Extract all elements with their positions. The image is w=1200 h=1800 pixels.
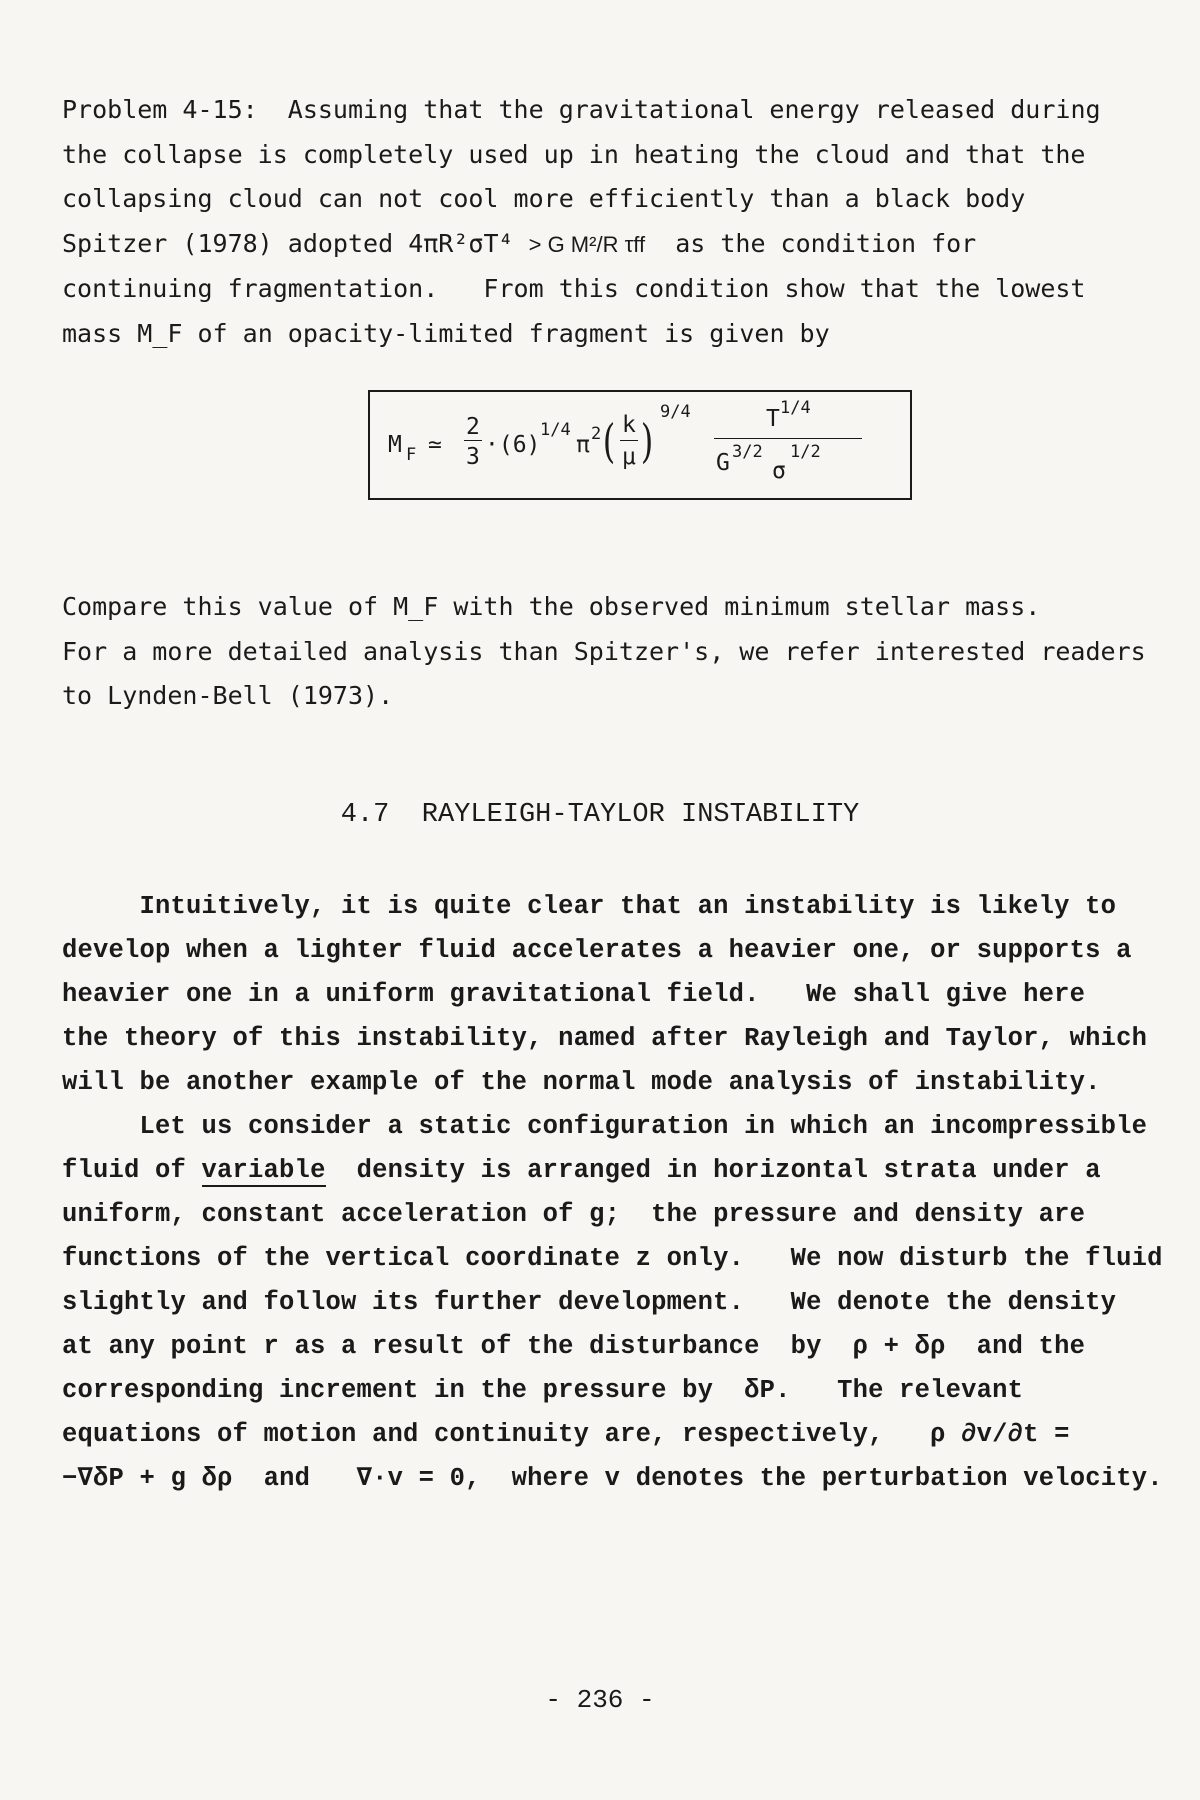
body1-line-1: Intuitively, it is quite clear that an instability is likely to (62, 892, 1117, 921)
body2-line-3: uniform, constant acceleration of g; the pressure and density are (62, 1200, 1086, 1229)
problem-line-3: collapsing cloud can not cool more efficiently than a black body (62, 184, 1026, 213)
body2-line-9: −∇δP + g δρ and ∇·v = 0, where v denotes the perturbation velocity. (62, 1464, 1163, 1493)
underlined-word: variable (201, 1156, 326, 1185)
body2-line-2: fluid of variable density is arranged in horizontal strata under a (62, 1156, 1101, 1185)
problem-line-1: Problem 4-15: Assuming that the gravitational energy released during (62, 95, 1101, 124)
problem-label: Problem 4-15: (62, 95, 258, 124)
problem-line-5: continuing fragmentation. From this condition show that the lowest (62, 274, 1086, 303)
condition-lhs: 4πR²σT⁴ (408, 228, 514, 258)
problem-line-6: mass M_F of an opacity-limited fragment is given by (62, 318, 830, 348)
compare-paragraph (62, 585, 1152, 719)
page-number: - 236 - (545, 1685, 655, 1715)
compare-line-1: Compare this value of M_F with the observed minimum stellar mass. (62, 592, 1041, 621)
problem-line-2: the collapse is completely used up in heating the cloud and that the (62, 139, 1086, 169)
body-paragraph-1 (62, 885, 1152, 1105)
body1-line-3: heavier one in a uniform gravitational field. We shall give here (62, 980, 1086, 1009)
mf-symbol: M_F (137, 318, 183, 348)
problem-paragraph (62, 88, 1152, 356)
body1-line-5: will be another example of the normal mode analysis of instability. (62, 1068, 1101, 1097)
body1-line-2: develop when a lighter fluid accelerates a heavier one, or supports a (62, 936, 1132, 965)
body2-line-7: corresponding increment in the pressure by δP. The relevant (62, 1376, 1024, 1405)
body2-line-6: at any point r as a result of the disturbance by ρ + δρ and the (62, 1332, 1086, 1361)
condition-rhs: > G M²/R τff (528, 231, 646, 257)
body2-line-4: functions of the vertical coordinate z only. We now disturb the fluid (62, 1244, 1163, 1273)
body2-line-8: equations of motion and continuity are, respectively, ρ ∂v/∂t = (62, 1420, 1070, 1449)
section-heading: 4.7 RAYLEIGH-TAYLOR INSTABILITY (340, 800, 860, 830)
problem-line-4: Spitzer (1978) adopted 4πR²σT⁴ > G M²/R τff as the condition for (62, 228, 977, 258)
body-paragraph-2 (62, 1105, 1163, 1501)
compare-line-2: For a more detailed analysis than Spitzer's, we refer interested readers (62, 636, 1146, 666)
body2-line-1: Let us consider a static configuration in which an incompressible (62, 1112, 1148, 1141)
body2-line-5: slightly and follow its further development. We denote the density (62, 1288, 1117, 1317)
body1-line-4: the theory of this instability, named after Rayleigh and Taylor, which (62, 1024, 1148, 1053)
formula-box: M F ≃ 2 3 ·(6) 1/4 π 2 ( k μ ) 9/4 T 1/4 G 3/2 σ 1/2 (368, 390, 912, 500)
compare-line-3: to Lynden-Bell (1973). (62, 681, 394, 710)
